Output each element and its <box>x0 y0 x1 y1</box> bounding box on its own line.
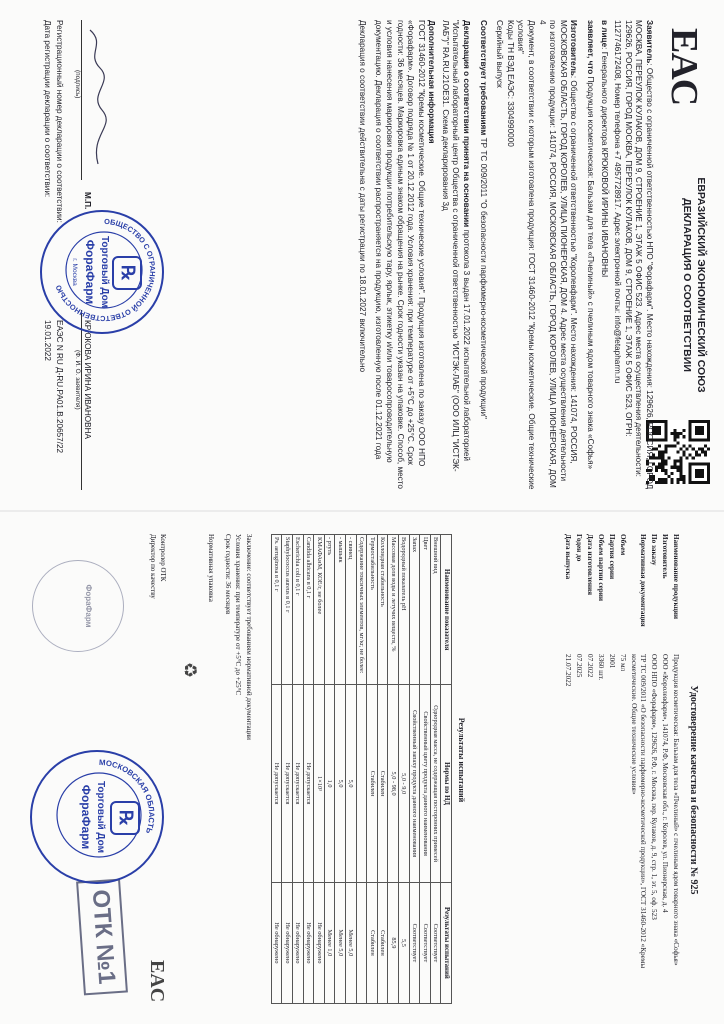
cell-indicator: Цвет <box>420 535 431 685</box>
faint-stamp-text: ФораФарм <box>84 584 93 628</box>
field-row <box>563 534 572 1004</box>
cell-indicator: - мышьяк <box>335 535 346 685</box>
basis-text: протокола 3 выдан 17.01.2022 испытательной лабораторией "Испытательный лабораторный центр Общества с ограниченной ответственностью "ИСТЭК-ЛАБ" (ООО ИЛЦ "ИСТЭК-ЛАБ")" RA.RU.21OE31. Схема декларирования 3д <box>440 20 472 472</box>
cell-indicator: КМАФАнМ, КОЕ/г, не более <box>314 535 325 685</box>
results-title: Результаты испытаний <box>457 717 466 803</box>
stamp-name-line2: ФораФарм <box>83 239 97 305</box>
field-value: ТР ТС 009/2011 «О безопасности парфюмерно-косметической продукции», ГОСТ 31460-2012 «Кремы косметические. Общие технические условия» <box>630 654 647 970</box>
declares-text: Продукция косметическая: Бальзам для тела «Пчелиный» с пчелиным ядом товарного знака «Софья» <box>586 76 596 470</box>
table-row <box>282 535 293 1004</box>
stamp-name-line2-2: ФораФарм <box>79 784 93 850</box>
table-row <box>324 535 335 1004</box>
stamp-name-line1: Торговый Дом <box>99 235 110 309</box>
field-row <box>596 534 605 1004</box>
cell-indicator: Candida albicans в 0,1 г <box>303 535 314 685</box>
table-row <box>271 535 282 1004</box>
handwritten-signature <box>84 24 108 174</box>
person-text: Генерального директора КРЮКОВОЙ ИРИНЫ ИВАНОВНЫ <box>599 51 609 278</box>
field-value: 07.2022 <box>586 654 594 678</box>
cell-result: Не обнаружено <box>303 882 314 1003</box>
reg-number-label: Регистрационный номер декларации о соответствии: <box>55 20 64 223</box>
series-text: Серийный выпуск <box>495 20 505 88</box>
field-label: По заказу <box>650 534 658 566</box>
cell-norm: Не допускается <box>293 685 304 882</box>
conclusion-text: Заключение: соответствует требованиям нормативной документации <box>245 534 253 740</box>
cell-norm: 1×10³ <box>314 685 325 882</box>
field-label: Годен до <box>575 534 583 562</box>
field-value: 2001 <box>608 654 616 669</box>
cell-result: Не обнаружено <box>314 882 325 1003</box>
cell-result: Не обнаружено <box>293 882 304 1003</box>
field-label: Объем партии серии <box>597 534 605 602</box>
field-label: Дата изготовления <box>586 534 594 596</box>
basis-label: Декларация о соответствии принята на основании <box>462 20 472 228</box>
manufacturer-text: Общество с ограниченной ответственностью "Королевфарм". Место нахождения: 141074, РОССИЯ, МОСКОВСКАЯ ОБЛАСТЬ, ГОРОД КОРОЛЕВ, УЛИЦА ПИОНЕРСКАЯ, ДОМ 4. Адрес места осуществления деятельности по изготовлению продукции: 141074, РОССИЯ, МОСКОВСКАЯ ОБЛАСТЬ, ГОРОД КОРОЛЕВ, УЛИЦА ПИОНЕРСКАЯ, ДОМ 4 <box>537 20 579 491</box>
extra-label: Дополнительная информация <box>427 20 437 144</box>
reg-number: ЕАЭС N RU Д-RU.РА01.В.20657/22 <box>55 320 64 454</box>
cell-indicator: - ртуть <box>324 535 335 685</box>
otk-stamp: ОТК №1 <box>76 879 128 996</box>
extra-text: ГОСТ 31460-2012 "Кремы косметические. Общие технические условия". Продукция изготовлена по заказу ООО НПО «Форафарм». Договор подряда № 1 от 20.12.2012 года. Условия хранения: при температуре от +5°С до +25°С. Срок годности: 36 месяцев. Маркировка единым знаком обращения на рынке. Срок годности указан на упаковке. Способ, место и условия нанесения маркировки продукции потребительскую тару, ярлык, этикетку и/или товаросопроводительную документацию. Декларация о соответствии распространяется на продукцию, изготовленную после 01.12.2021 года <box>374 20 426 492</box>
cell-norm: Не допускается <box>271 685 282 882</box>
eac-mark-right: EAC <box>146 960 168 1003</box>
stamp-ring-text: ОБЩЕСТВО С ОГРАНИЧЕННОЙ ОТВЕТСТВЕННОСТЬЮ <box>53 216 158 324</box>
reg-date: 19.01.2022 <box>43 320 52 361</box>
stamp-logo-2: ℞ <box>110 801 140 835</box>
cell-indicator: Escherichia coli в 0,1 г <box>293 535 304 685</box>
mp-label: М.П. <box>83 192 92 210</box>
cell-result: Не обнаружено <box>271 882 282 1003</box>
results-table <box>271 534 452 1004</box>
shelf-life-text: Срок годности: 36 месяцев <box>223 534 232 615</box>
requirements-text: ТР ТС 009/2011 "О безопасности парфюмерно-косметической продукции" <box>478 137 488 419</box>
cell-indicator: Массовая доля воды и летучих веществ, % <box>388 535 399 685</box>
table-row <box>346 535 357 1004</box>
stamp-logo: ℞ <box>112 256 142 290</box>
declaration-body: Заявитель: Общество с ограниченной ответственностью НПО "Форафарм". Место нахождения: 129626, РОССИЯ, ГОРОД МОСКВА, ПЕРЕУЛОК КУЛАКОВ, ДОМ 9, СТРОЕНИЕ 1, ЭТАЖ 5 ОФИС 523. Адрес места осуществления деятельности: 129626, РОССИЯ, ГОРОД МОСКВА, ПЕРЕУЛОК КУЛАКОВ, ДОМ 9, СТРОЕНИЕ 1, ЭТАЖ 5 ОФИС 523, ОГРН: 1127746172408, Номер телефона +7 4957728917. Адрес электронной почты: info@fetapharm.ru в лице: Генерального директора КРЮКОВОЙ ИРИНЫ ИВАНОВНЫ заявляет, что Продукция косметическая: Бальзам для тела «Пчелиный» с пчелиным ядом товарного знака «Софья» Изготовитель: Общество с ограниченной ответственностью "Королевфарм". Место нахождения: 141074, РОССИЯ, МОСКОВСКАЯ ОБЛАСТЬ, ГОРОД КОРОЛЕВ, УЛИЦА ПИОНЕРСКАЯ, ДОМ 4. Адрес места осуществления деятельности по изготовлению продукции: 141074, РОССИЯ, МОСКОВСКАЯ ОБЛАСТЬ, ГОРОД КОРОЛЕВ, УЛИЦА ПИОНЕРСКАЯ, ДОМ 4 Документ, в соответствии с которым изготовлена продукция: ГОСТ 31460-2012 "Кремы косметические. Общие технические условия" Коды ТН ВЭД ЕАЭС: 3304990000 Серийный выпуск Соответствует требованиям ТР ТС 009/2011 "О безопасности парфюмерно-косметической продукции" Декларация о соответствии принята на основании протокола 3 выдан 17.01.2022 испытательной лабораторией "Испытательный лабораторный центр Общества с ограниченной ответственностью "ИСТЭК-ЛАБ" (ООО ИЛЦ "ИСТЭК-ЛАБ")" RA.RU.21OE31. Схема декларирования 3д Дополнительная информация ГОСТ 31460-2012 "Кремы косметические. Общие технические условия". Продукция изготовлена по заказу ООО НПО «Форафарм». Договор подряда № 1 от 20.12.2012 года. Условия хранения: при температуре от +5°С до +25°С. Срок годности: 36 месяцев. Маркировка единым знаком обращения на рынке. Срок годности указан на упаковке. Способ, место и условия нанесения маркировки продукции потребительскую тару, ярлык, этикетку и/или товаросопроводительную документацию. Декларация о соответствии распространяется на продукцию, изготовленную после 01.12.2021 года Декларация о соответствии действительна с даты регистрации по 18.01.2027 включительно <box>357 20 654 492</box>
requirements-label: Соответствует требованиям <box>478 20 488 136</box>
field-row <box>649 534 658 1004</box>
cell-norm: Не допускается <box>282 685 293 882</box>
table-row <box>430 535 441 1004</box>
table-row <box>388 535 399 1004</box>
cell-norm: 1,0 <box>324 685 335 882</box>
field-value: 3360 шт. <box>597 654 605 681</box>
cell-norm: 5,0 - 9,0 <box>399 685 410 882</box>
signer-caption: (Ф. И. О. заявителя) <box>74 350 81 410</box>
field-row <box>618 534 627 1004</box>
field-label: Нормативная документация <box>639 534 647 627</box>
cell-indicator: Коллоидная стабильность <box>377 535 388 685</box>
storage-text: Условия хранения: при температуре от +5°С до +25°С <box>234 534 243 696</box>
cell-norm: Свойственный запаху продукта данного наименования <box>409 685 420 882</box>
quality-certificate <box>0 520 724 1024</box>
signature-caption: (подпись) <box>74 70 81 99</box>
cell-norm: Свойственный цвету продукта данного наименования <box>420 685 431 882</box>
declaration-title: ДЕКЛАРАЦИЯ О СООТВЕТСТВИИ <box>681 198 693 372</box>
field-row <box>671 534 680 1004</box>
declares-label: заявляет, что <box>586 20 596 75</box>
cell-norm: Не допускается <box>303 685 314 882</box>
field-label: Партия серии <box>608 534 616 580</box>
cell-result: Менее 5,0 <box>335 882 346 1003</box>
union-heading: ЕВРАЗИЙСКИЙ ЭКОНОМИЧЕСКИЙ СОЮЗ <box>695 177 707 393</box>
cell-indicator: - свинец <box>346 535 357 685</box>
field-label: Наименование продукции <box>672 534 680 620</box>
cell-indicator: Термостабильность <box>367 535 378 685</box>
field-value: Продукция косметическая: Бальзам для тела «Пчелиный» с пчелиным ядом товарного знака «Софья» <box>672 654 680 966</box>
field-row <box>585 534 594 1004</box>
cell-norm <box>356 685 367 882</box>
table-row <box>335 535 346 1004</box>
applicant-label: Заявитель <box>645 20 654 64</box>
stamp-city: г. Москва <box>71 258 78 286</box>
cell-result: Менее 1,0 <box>324 882 335 1003</box>
field-value: ООО НПО «Форафарм», 129626, Р.Ф, г. Москва, пер. Кулаков, д. 9, стр. 1, эт. 5, оф. 523 <box>650 654 658 920</box>
cell-result: Не обнаружено <box>282 882 293 1003</box>
col-header-result: Результаты испытаний <box>441 882 452 1003</box>
cell-result: Стабилен <box>367 882 378 1003</box>
table-row <box>399 535 410 1004</box>
cell-result: Стабилен <box>377 882 388 1003</box>
cell-norm: Стабилен <box>377 685 388 882</box>
field-row <box>660 534 669 1004</box>
col-header-indicator: Наименование показателя <box>441 535 452 685</box>
company-stamp-left <box>40 210 164 334</box>
field-row <box>629 534 647 1004</box>
cell-norm: Однородная масса, не содержащая посторонних примесей <box>430 685 441 882</box>
manufacturer-label: Изготовитель <box>569 20 579 76</box>
company-stamp-right <box>30 750 164 884</box>
valid-text: Декларация о соответствии действительна с даты регистрации по 18.01.2027 включительно <box>357 20 367 373</box>
col-header-norm: Нормы по НД <box>441 685 452 882</box>
cell-indicator: Водородный показатель pH <box>399 535 410 685</box>
cell-result: 85,9 <box>388 882 399 1003</box>
results-table-wrap <box>271 534 452 1004</box>
signer-name: КРЮКОВА ИРИНА ИВАНОВНА <box>83 320 92 440</box>
cell-indicator: Внешний вид <box>430 535 441 685</box>
cell-indicator: Staphylococcus aureus в 0,1 г <box>282 535 293 685</box>
field-value: 21.07.2022 <box>564 654 572 687</box>
stamp-name-line1-2: Торговый Дом <box>95 780 106 854</box>
reg-date-label: Дата регистрации декларации о соответствии: <box>43 20 52 198</box>
table-row <box>303 535 314 1004</box>
field-value: 75 мл <box>619 654 627 672</box>
field-row <box>574 534 583 1004</box>
field-label: Дата выпуска <box>564 534 572 580</box>
recycle-icon: ♻ <box>180 661 200 679</box>
code-text: Коды ТН ВЭД ЕАЭС: 3304990000 <box>505 20 515 147</box>
document-text: Документ, в соответствии с которым изготовлена продукция: ГОСТ 31460-2012 "Кремы косметические. Общие технические условия" <box>516 20 537 492</box>
cell-norm: 5,0 <box>335 685 346 882</box>
cell-norm: 5,0 <box>346 685 357 882</box>
field-label: Изготовитель <box>661 534 669 579</box>
certificate-footer <box>206 534 254 1004</box>
qr-code <box>646 420 710 484</box>
table-row <box>356 535 367 1004</box>
otk-label: Контролер ОТК <box>159 534 167 582</box>
fields-list <box>563 534 680 1004</box>
person-label: в лице <box>599 20 609 48</box>
cell-result: Соответствует <box>420 882 431 1003</box>
table-row <box>293 535 304 1004</box>
cell-norm: 5,0 - 98,0 <box>388 685 399 882</box>
cell-result: Менее 5,0 <box>346 882 357 1003</box>
table-row <box>314 535 325 1004</box>
cell-result: Соответствует <box>409 882 420 1003</box>
field-value: ООО «Королевфарм», 141074, Р.Ф, Московская обл., г. Королев, ул. Пионерская, д. 4 <box>661 654 669 913</box>
cell-result: Соответствует <box>430 882 441 1003</box>
cell-indicator: Запах <box>409 535 420 685</box>
faint-stamp <box>32 560 124 652</box>
cell-indicator: Ps. aeruginosa в 0,1 г <box>271 535 282 685</box>
cell-norm: Стабилен <box>367 685 378 882</box>
applicant-text: Общество с ограниченной ответственностью НПО "Форафарм". Место нахождения: 129626, РОССИЯ, ГОРОД МОСКВА, ПЕРЕУЛОК КУЛАКОВ, ДОМ 9, СТРОЕНИЕ 1, ЭТАЖ 5 ОФИС 523. Адрес места осуществления деятельности: 129626, РОССИЯ, ГОРОД МОСКВА, ПЕРЕУЛОК КУЛАКОВ, ДОМ 9, СТРОЕНИЕ 1, ЭТАЖ 5 ОФИС 523, ОГРН: 1127746172408, Номер телефона +7 4957728917. Адрес электронной почты: info@fetapharm.ru <box>613 20 654 492</box>
cell-indicator: Содержание токсичных элементов, мг/кг, не более: <box>356 535 367 685</box>
field-label: Объем <box>619 534 627 556</box>
certificate-fields <box>561 534 680 1004</box>
table-row <box>377 535 388 1004</box>
certificate-title: Удостоверение качества и безопасности № 925 <box>688 685 699 895</box>
table-row <box>409 535 420 1004</box>
packaging-text: Нормативная упаковка <box>207 534 216 602</box>
stamp-ring-text-2: МОСКОВСКАЯ ОБЛАСТЬ <box>98 757 157 835</box>
field-row <box>607 534 616 1004</box>
cell-result: 5,5 <box>399 882 410 1003</box>
table-row <box>367 535 378 1004</box>
page-divider <box>0 510 724 512</box>
field-value: 07.2025 <box>575 654 583 678</box>
table-row <box>420 535 431 1004</box>
eac-logo: EAC <box>663 28 705 106</box>
cell-result <box>356 882 367 1003</box>
otk-signer-note: Директор по качеству <box>149 534 157 599</box>
